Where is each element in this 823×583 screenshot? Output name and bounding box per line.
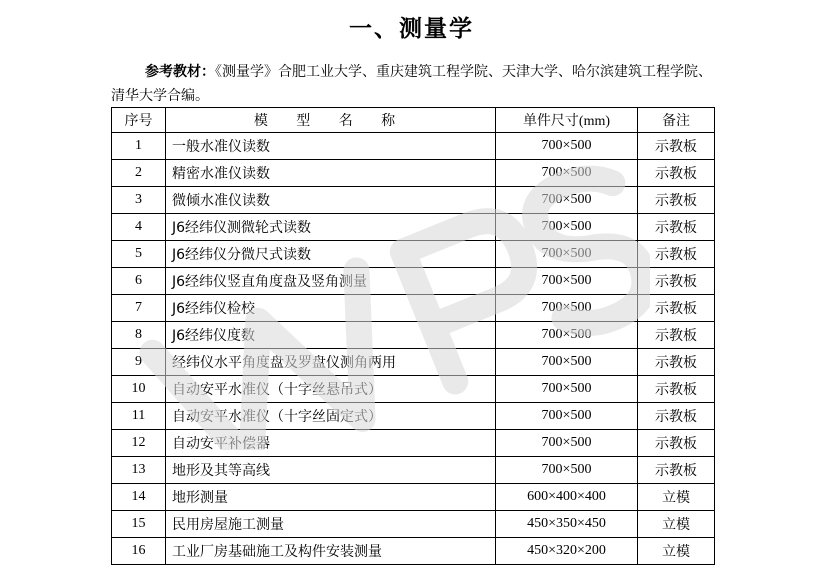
cell-no: 12 [112, 430, 166, 457]
table-row [112, 214, 715, 241]
cell-size: 700×500 [496, 214, 638, 241]
header-no: 序号 [112, 108, 166, 133]
cell-note: 示教板 [638, 376, 715, 403]
table-row [112, 241, 715, 268]
table-header-row [112, 108, 715, 133]
cell-size: 700×500 [496, 160, 638, 187]
reference-paragraph [111, 60, 717, 108]
cell-note: 示教板 [638, 241, 715, 268]
cell-no: 2 [112, 160, 166, 187]
cell-note: 立模 [638, 484, 715, 511]
cell-note: 示教板 [638, 187, 715, 214]
cell-name: J6经纬仪测微轮式读数 [166, 214, 496, 241]
cell-no: 16 [112, 538, 166, 565]
cell-size: 700×500 [496, 187, 638, 214]
cell-no: 7 [112, 295, 166, 322]
cell-size: 700×500 [496, 322, 638, 349]
cell-name: 精密水准仪读数 [166, 160, 496, 187]
cell-no: 3 [112, 187, 166, 214]
table-row [112, 160, 715, 187]
cell-name: J6经纬仪度数 [166, 322, 496, 349]
table-row [112, 403, 715, 430]
cell-no: 11 [112, 403, 166, 430]
cell-note: 示教板 [638, 457, 715, 484]
cell-no: 10 [112, 376, 166, 403]
table-row [112, 511, 715, 538]
cell-name: 工业厂房基础施工及构件安装测量 [166, 538, 496, 565]
table-row [112, 376, 715, 403]
cell-name: 自动安平补偿器 [166, 430, 496, 457]
cell-size: 700×500 [496, 457, 638, 484]
table-row [112, 133, 715, 160]
table-row [112, 457, 715, 484]
cell-name: 地形测量 [166, 484, 496, 511]
cell-name: J6经纬仪竖直角度盘及竖角测量 [166, 268, 496, 295]
cell-note: 立模 [638, 511, 715, 538]
model-table [111, 107, 715, 565]
header-name: 模 型 名 称 [166, 108, 496, 133]
table-row [112, 322, 715, 349]
cell-no: 6 [112, 268, 166, 295]
cell-note: 示教板 [638, 403, 715, 430]
cell-no: 14 [112, 484, 166, 511]
cell-note: 示教板 [638, 430, 715, 457]
cell-name: 自动安平水准仪（十字丝固定式） [166, 403, 496, 430]
cell-name: J6经纬仪检校 [166, 295, 496, 322]
cell-name: 自动安平水准仪（十字丝悬吊式） [166, 376, 496, 403]
cell-size: 700×500 [496, 241, 638, 268]
cell-name: 经纬仪水平角度盘及罗盘仪测角两用 [166, 349, 496, 376]
cell-note: 立模 [638, 538, 715, 565]
cell-name: 地形及其等高线 [166, 457, 496, 484]
cell-note: 示教板 [638, 295, 715, 322]
cell-name: 民用房屋施工测量 [166, 511, 496, 538]
reference-text: 《测量学》合肥工业大学、重庆建筑工程学院、天津大学、哈尔滨建筑工程学院、清华大学合编。 [111, 64, 712, 104]
cell-size: 700×500 [496, 268, 638, 295]
cell-note: 示教板 [638, 160, 715, 187]
table-row [112, 349, 715, 376]
reference-label: 参考教材： [145, 64, 215, 80]
header-size: 单件尺寸(mm) [496, 108, 638, 133]
cell-size: 700×500 [496, 349, 638, 376]
table-row [112, 187, 715, 214]
cell-size: 450×320×200 [496, 538, 638, 565]
cell-name: 微倾水准仪读数 [166, 187, 496, 214]
cell-size: 450×350×450 [496, 511, 638, 538]
cell-no: 9 [112, 349, 166, 376]
cell-size: 700×500 [496, 403, 638, 430]
cell-size: 700×500 [496, 295, 638, 322]
cell-no: 4 [112, 214, 166, 241]
table-row [112, 538, 715, 565]
cell-no: 8 [112, 322, 166, 349]
table-row [112, 295, 715, 322]
cell-no: 5 [112, 241, 166, 268]
cell-name: J6经纬仪分微尺式读数 [166, 241, 496, 268]
header-note: 备注 [638, 108, 715, 133]
cell-size: 600×400×400 [496, 484, 638, 511]
cell-no: 15 [112, 511, 166, 538]
table-row [112, 268, 715, 295]
cell-note: 示教板 [638, 214, 715, 241]
table-row [112, 430, 715, 457]
table-row [112, 484, 715, 511]
cell-note: 示教板 [638, 268, 715, 295]
cell-size: 700×500 [496, 133, 638, 160]
cell-note: 示教板 [638, 349, 715, 376]
page-title: 一、测量学 [349, 16, 474, 42]
cell-no: 13 [112, 457, 166, 484]
cell-name: 一般水准仪读数 [166, 133, 496, 160]
cell-no: 1 [112, 133, 166, 160]
cell-note: 示教板 [638, 133, 715, 160]
cell-note: 示教板 [638, 322, 715, 349]
cell-size: 700×500 [496, 430, 638, 457]
cell-size: 700×500 [496, 376, 638, 403]
